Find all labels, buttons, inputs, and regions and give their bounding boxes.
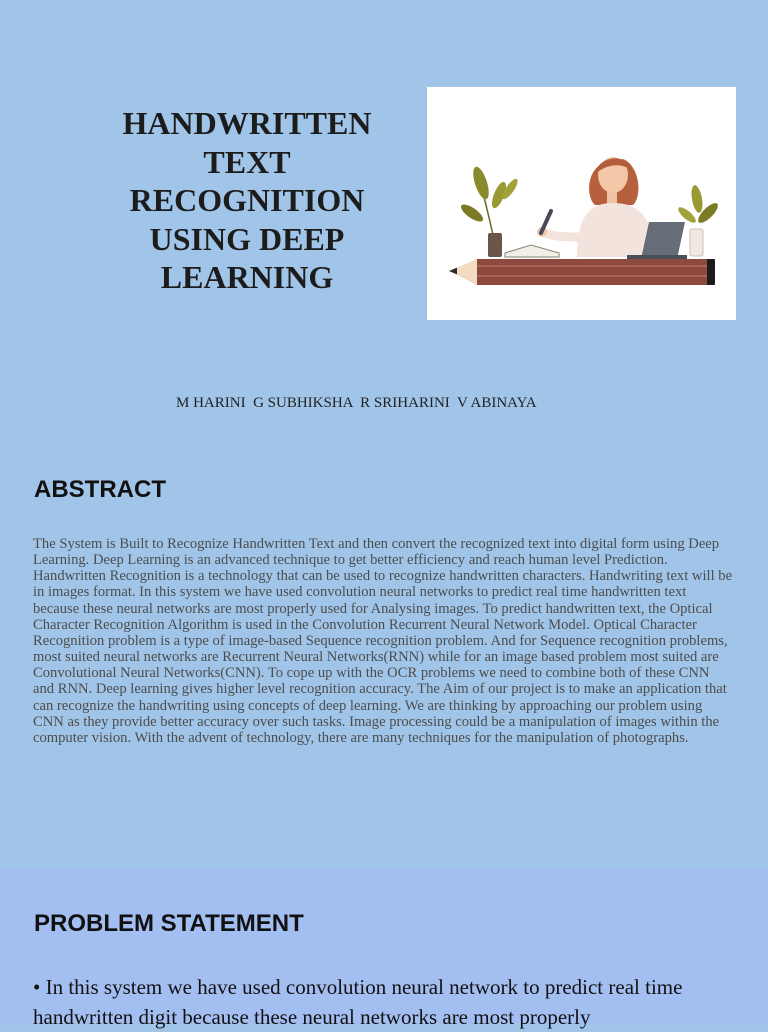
- page-title: HANDWRITTEN TEXT RECOGNITION USING DEEP LEARNING: [122, 105, 372, 295]
- woman-writing-illustration: [427, 87, 736, 320]
- abstract-body: The System is Built to Recognize Handwritten Text and then convert the recognized text into digital form using Deep Learning. Deep Learning is an advanced technique to get better efficiency and reach human level Prediction. Handwritten Recognition is a technology that can be used to recognize handwritten characters. Handwriting text will be in images format. In this system we have used convolution neural networks to predict real time handwritten text because these neural networks are most properly used for Analysing images. To predict handwritten text, the Optical Character Recognition Algorithm is used in the Convolution Recurrent Neural Network Model. Optical Character Recognition problem is a type of image-based Sequence recognition problem. And for Sequence recognition problems, most suited neural networks are Recurrent Neural Networks(RNN) while for an image based problem most suited are Convolutional Neural Networks(CNN). To cope up with the OCR problems we need to combine both of these CNN and RNN. Deep learning gives higher level recognition accuracy. The Aim of our project is to make an application that can recognize the handwriting using concepts of deep learning. We are thinking by approaching our problem using CNN as they provide better accuracy over such tasks. Image processing could be a manipulation of images within the computer vision. With the advent of technology, there are many techniques for the manipulation of photographs.: [33, 536, 733, 746]
- problem-statement-heading: PROBLEM STATEMENT: [34, 910, 304, 937]
- woman-writing-icon: [427, 87, 736, 320]
- authors-line: M HARINI G SUBHIKSHA R SRIHARINI V ABINAYA: [176, 395, 537, 411]
- slide-problem-statement: [0, 868, 768, 1029]
- problem-statement-body: • In this system we have used convolution neural network to predict real time handwritten digit because these neural networks are most properly: [33, 975, 683, 1029]
- abstract-heading: ABSTRACT: [34, 476, 166, 503]
